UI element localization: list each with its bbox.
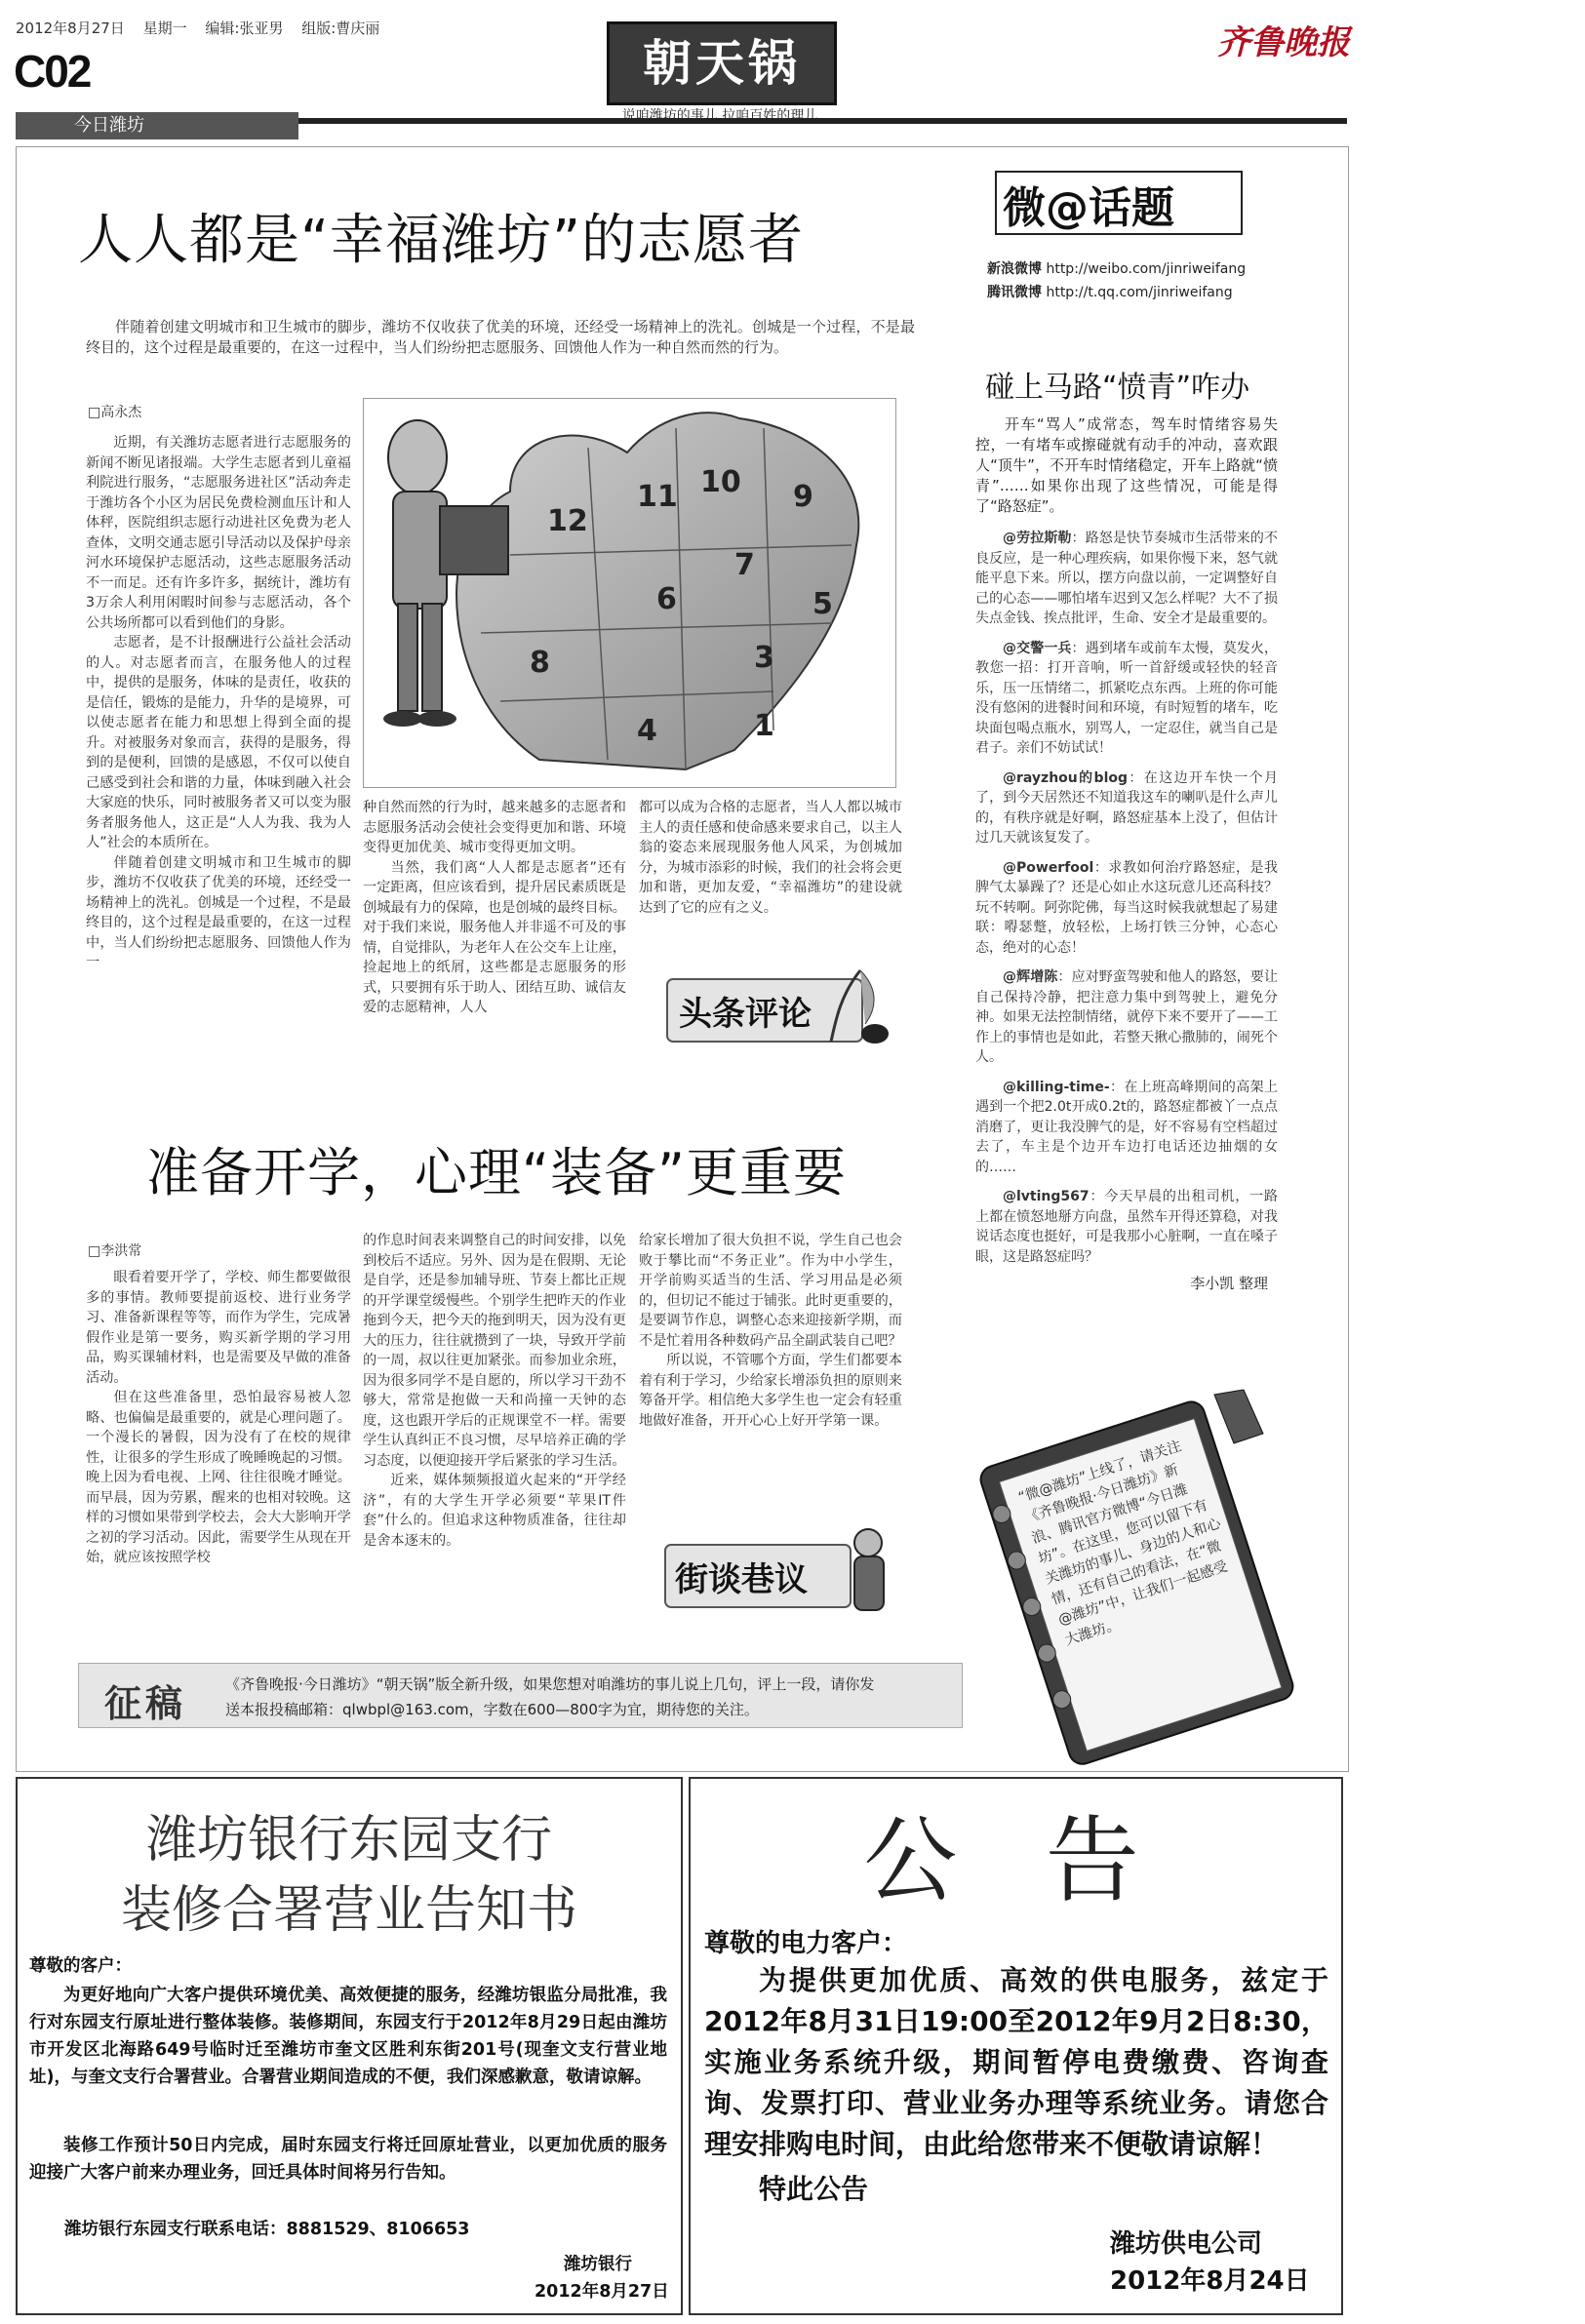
- puzzle-piece-number: 8: [530, 646, 550, 680]
- weibo-note: “微@潍坊”上线了，请关注《齐鲁晚报·今日潍坊》新浪、腾讯官方微博“今日潍坊”。在这里，您可以留下有关潍坊的事儿、身边的人和心情，还有自己的看法，在“微@潍坊”中，让我们一起感受大潍坊。: [1016, 1438, 1230, 1649]
- tencent-weibo-line: [987, 282, 1233, 301]
- article1-lead: 伴随着创建文明城市和卫生城市的脚步，潍坊不仅收获了优美的环境，还经受一场精神上的洗礼。创城是一个过程，不是最终目的，这个过程是最重要的，在这一过程中，当人们纷纷把志愿服务、回馈他人作为一种自然而然的行为。: [86, 318, 915, 356]
- tencent-weibo-label: 腾讯微博: [987, 285, 1042, 300]
- puzzle-piece-number: 9: [793, 480, 813, 514]
- puzzle-piece-number: 5: [812, 587, 833, 621]
- issue-weekday: 星期一: [142, 20, 187, 37]
- puzzle-piece-number: 4: [637, 714, 657, 748]
- article1-paragraph: 当然，我们离“人人都是志愿者”还有一定距离，但应该看到，提升居民素质既是创城最有力的保障，也是创城的最终目标。对于我们来说，服务他人并非遥不可及的事情，自觉排队，为老年人在公交车上让座，捡起地上的纸屑，这些都是志愿服务的形式，只要拥有乐于助人、团结互助、诚信友爱的志愿精神，人人: [363, 859, 626, 1015]
- weibo-title: 碰上马路“愤青”咋办: [985, 371, 1250, 405]
- weibo-post-text: ：在这边开车快一个月了，到今天居然还不知道我这车的喇叭是什么声儿的，有秩序就是好啊，路怒症基本上没了，但估计过几天就该复发了。: [975, 769, 1278, 846]
- article2-paragraph: 近来，媒体频频报道火起来的“开学经济”，有的大学生开学必须要“苹果IT件套”什么的。但追求这种物质准备，往往却是舍本逐末的。: [363, 1473, 626, 1549]
- power-notice-sign: 潍坊供电公司: [1110, 2229, 1263, 2259]
- article2-column-3: [639, 1231, 902, 1504]
- weibo-post: [975, 768, 1278, 848]
- puzzle-piece-number: 10: [700, 465, 741, 499]
- article2-byline: □李洪常: [88, 1243, 142, 1259]
- bank-notice-sign: 潍坊银行: [564, 2255, 632, 2274]
- weibo-post-text: ：在上班高峰期间的高架上遇到一个把2.0t开成0.2t的，路怒症都被丫一点点消磨了，更让我没脾气的是，好不容易有空档超过去了，车主是个边开车边打电话还边抽烟的女的……: [975, 1079, 1278, 1175]
- weibo-post-text: ：求教如何治疗路怒症，是我脾气太暴躁了？还是心如止水这玩意儿还高科技？玩不转啊。阿弥陀佛，每当这时候我就想起了易建联：嘚瑟蹩，放轻松，上场打铁三分钟，心态心态，绝对的心态！: [975, 859, 1278, 956]
- weibo-posts: [975, 529, 1278, 1367]
- article2-paragraph: 眼看着要开学了，学校、师生都要做很多的事情。教师要提前返校、进行业务学习、准备新课程等等，而作为学生，完成暑假作业是第一要务，购买新学期的学习用品，购买课辅材料，也是需要及早做的准备活动。: [86, 1270, 351, 1386]
- weibo-post: [975, 967, 1278, 1068]
- tencent-weibo-url[interactable]: http://t.qq.com/jinriweifang: [1046, 285, 1233, 300]
- weibo-post-text: ：应对野蛮驾驶和他人的路怒，要让自己保持冷静，把注意力集中到驾驶上，避免分神。如果无法控制情绪，就停下来不要开了——工作上的事情也是如此，若整天揪心撒肺的，闹死个人。: [975, 969, 1278, 1065]
- article1-column-1: [86, 433, 351, 1106]
- article1-column-2: [363, 798, 626, 1110]
- weibo-post: [975, 1187, 1278, 1267]
- sina-weibo-label: 新浪微博: [987, 261, 1042, 277]
- masthead: 朝天锅: [607, 21, 837, 105]
- weibo-post-user[interactable]: @lvting567: [1003, 1189, 1090, 1204]
- weibo-post: [975, 858, 1278, 959]
- bank-notice-date: 2012年8月27日: [535, 2282, 669, 2302]
- weibo-intro: 开车“骂人”成常态，驾车时情绪容易失控，一有堵车或擦碰就有动手的冲动，喜欢跟人“顶牛”，不开车时情绪稳定，开车上路就“愤青”……如果你出现了这些情况，可能是得了“路怒症”。: [975, 415, 1278, 515]
- power-notice-closing: 特此公告: [759, 2173, 869, 2205]
- weibo-post-user[interactable]: @Powerfool: [1003, 859, 1094, 876]
- article2-paragraph: 的作息时间表来调整自己的时间安排，以免到校后不适应。另外、因为是在假期、无论是自学，还是参加辅导班、节奏上都比正规的开学课堂缓慢些。个别学生把昨天的作业拖到今天，把今天的拖到明天，因为没有更大的压力，往往就攒到了一块，导致开学前的一周，叔以往更加紧张。而参加业余班，因为很多同学不是自愿的，所以学习干劲不够大，常常是抱做一天和尚撞一天钟的态度，这也跟开学后的正规课堂不一样。需要学生认真纠正不良习惯，尽早培养正确的学习态度，以便迎接开学后紧张的学习生活。: [363, 1233, 626, 1469]
- article1-title: 人人都是“幸福潍坊”的志愿者: [78, 209, 805, 272]
- weibo-topic-box: [966, 161, 1248, 312]
- headline-comment-badge: [665, 965, 890, 1048]
- power-notice-title: 公 告: [863, 1806, 1169, 1915]
- issue-date: 2012年8月27日: [16, 20, 125, 37]
- puzzle-piece-number: 11: [637, 480, 678, 514]
- weibo-post: [975, 529, 1278, 629]
- puzzle-piece-number: 12: [547, 504, 588, 538]
- puzzle-piece-number: 6: [656, 582, 677, 616]
- weibo-post-text: ：遇到堵车或前车太慢，莫发火，教您一招：打开音响，听一首舒缓或轻快的轻音乐，压一压情绪二，抓紧吃点东西。上班的你可能没有悠闲的进餐时间和环境，有时短暂的堵车，吃块面包喝点瓶水，别骂人，一定忍住，就当自己是君子。亲们不妨试试！: [975, 640, 1278, 756]
- power-notice-body: 为提供更加优质、高效的供电服务，兹定于2012年8月31日19:00至2012年9月2日8:30，实施业务系统升级，期间暂停电费缴费、咨询查询、发票打印、营业业务办理等系统业务。请您合理安排购电时间，由此给您带来不便敬请谅解！: [704, 1964, 1328, 2160]
- puzzle-heart-illustration: [363, 398, 896, 788]
- article1-paragraph: 种自然而然的行为时，越来越多的志愿者和志愿服务活动会使社会变得更加和谐、环境变得更加优美、城市变得更加文明。: [363, 800, 626, 855]
- header-meta: [16, 18, 393, 38]
- weibo-post-text: ：今天早晨的出租司机，一路上都在愤怒地掰方向盘，虽然车开得还算稳，对我说话态度也挺好，可是我那小心脏啊，一直在嗓子眼，这是路怒症吗？: [975, 1189, 1278, 1265]
- solicit-bar: [78, 1663, 963, 1728]
- weibo-post-user[interactable]: @辉增陈: [1003, 969, 1058, 985]
- street-talk-label: 街谈巷议: [675, 1560, 808, 1599]
- bank-notice-title-1: 潍坊银行东园支行: [145, 1811, 552, 1870]
- layout-credit: 组版:曹庆丽: [301, 20, 380, 37]
- power-notice-ad: [689, 1777, 1343, 2315]
- article1-paragraph: 都可以成为合格的志愿者，当人人都以城市主人的责任感和使命感来要求自己，以主人翁的姿态来展现服务他人风采，为创城加分，为城市添彩的时候，我们的社会将会更加和谐，更加友爱，“幸福潍坊”的建设就达到了它的应有之义。: [639, 800, 902, 916]
- weibo-post-user[interactable]: @killing-time-: [1003, 1079, 1110, 1095]
- puzzle-heart-image: [364, 399, 895, 787]
- article1-byline: □高永杰: [88, 405, 142, 420]
- editor-credit: 编辑:张亚男: [205, 20, 284, 37]
- weibo-post-user[interactable]: @交警一兵: [1003, 640, 1072, 656]
- page-code: C02: [14, 46, 91, 97]
- bank-notice-title-2: 装修合署营业告知书: [120, 1881, 577, 1940]
- headline-comment-label: 头条评论: [679, 995, 812, 1034]
- article2-paragraph: 所以说，不管哪个方面，学生们都要本着有利于学习，少给家长增添负担的原则来筹备开学。相信绝大多学生也一定会有轻重地做好准备，开开心心上好开学第一课。: [639, 1353, 902, 1429]
- bank-notice-greeting: 尊敬的客户：: [29, 1956, 132, 1976]
- solicit-label: 征稿: [104, 1682, 187, 1725]
- street-talk-badge: [663, 1521, 897, 1619]
- weibo-editor: 李小凯 整理: [1190, 1275, 1268, 1292]
- weibo-post-text: ：路怒是快节奏城市生活带来的不良反应，是一种心理疾病，如果你慢下来，怒气就能平息下来。所以，摆方向盘以前，一定调整好自己的心态——哪怕堵车迟到又怎么样呢？大不了损失点金钱、挨点批评，生命、安全才是最重要的。: [975, 531, 1278, 626]
- sina-weibo-url[interactable]: http://weibo.com/jinriweifang: [1046, 261, 1247, 277]
- weibo-post: [975, 1078, 1278, 1178]
- paper-logo: 齐鲁晚报: [1217, 23, 1350, 62]
- article2-paragraph: 给家长增加了很大负担不说，学生自己也会败于攀比而“不务正业”。作为中小学生，开学前购买适当的生活、学习用品是必须的，但切记不能过于铺张。此时更重要的，是要调节作息，调整心态来迎接新学期，而不是忙着用各种数码产品全副武装自己吧？: [639, 1233, 902, 1349]
- article2-column-2: [363, 1231, 626, 1650]
- bank-notice-phone: 潍坊银行东园支行联系电话：8881529、8106653: [64, 2220, 470, 2239]
- solicit-line1: 《齐鲁晚报·今日潍坊》“朝天锅”版全新升级，如果您想对咱潍坊的事儿说上几句，评上一段，请你发: [225, 1675, 875, 1693]
- bank-notice-ad: [16, 1777, 683, 2315]
- weibo-post-user[interactable]: @劳拉斯勒: [1003, 531, 1072, 546]
- weibo-logo: 微@话题: [1003, 183, 1174, 233]
- puzzle-piece-number: 3: [754, 641, 774, 675]
- solicit-line2: 送本报投稿邮箱：qlwbpl@163.com，字数在600—800字为宜，期待您的关注。: [225, 1701, 759, 1718]
- article1-column-3: [639, 798, 902, 954]
- weibo-post: [975, 639, 1278, 759]
- bank-notice-para1: 为更好地向广大客户提供环境优美、高效便捷的服务，经潍坊银监分局批准，我行对东园支行原址进行整体装修。装修期间，东园支行于2012年8月29日起由潍坊市开发区北海路649号临时迁至潍坊市奎文区胜利东街201号(现奎文支行营业地址)，与奎文支行合署营业。合署营业期间造成的不便，我们深感歉意，敬请谅解。: [29, 1986, 667, 2087]
- section-tab: 今日潍坊: [16, 112, 298, 139]
- article1-paragraph: 伴随着创建文明城市和卫生城市的脚步，潍坊不仅收获了优美的环境，还经受一场精神上的洗礼。创城是一个过程，不是最终目的，这个过程是最重要的，在这一过程中，当人们纷纷把志愿服务、回馈他人作为一: [86, 854, 351, 970]
- bank-notice-para2: 装修工作预计50日内完成，届时东园支行将迁回原址营业，以更加优质的服务迎接广大客户前来办理业务，回迁具体时间将另行告知。: [29, 2136, 667, 2183]
- article2-paragraph: 但在这些准备里，恐怕最容易被人忽略、也偏偏是最重要的，就是心理问题了。一个漫长的暑假，因为没有了在校的规律性，让很多的学生形成了晚睡晚起的习惯。晚上因为看电视、上网、往往很晚才睡觉。而早晨，因为劳累，醒来的也相对较晚。这样的习惯如果带到学校去，会大大影响开学之初的学习活动。因此，需要学生从现在开始，就应该按照学校: [86, 1390, 351, 1565]
- power-notice-date: 2012年8月24日: [1110, 2266, 1310, 2296]
- power-notice-greeting: 尊敬的电力客户：: [704, 1929, 908, 1958]
- article2-column-1: [86, 1268, 351, 1648]
- article1-paragraph: 近期，有关潍坊志愿者进行志愿服务的新闻不断见诸报端。大学生志愿者到儿童福利院进行服务，“志愿服务进社区”活动奔走于潍坊各个小区为居民免费检测血压计和人体秤，医院组织志愿行动进社区免费为老人查体，文明交通志愿引导活动以及保护母亲河水环境保护志愿活动，这些志愿服务活动不一而足。还有许多许多，据统计，潍坊有3万余人利用闲暇时间参与志愿活动，各个公共场所都可以看到他们的身影。: [86, 435, 351, 631]
- puzzle-piece-number: 7: [734, 548, 755, 582]
- masthead-subtitle: 说咱潍坊的事儿 拉咱百姓的理儿: [621, 108, 818, 124]
- article2-title: 准备开学，心理“装备”更重要: [146, 1142, 847, 1203]
- article1-paragraph: 志愿者，是不计报酬进行公益社会活动的人。对志愿者而言，在服务他人的过程中，提供的是服务，体味的是责任，收获的是信任，锻炼的是能力，升华的是境界，可以使志愿者在能力和思想上得到全面的提升。对被服务对象而言，获得的是服务，得到的是便利，回馈的是感恩，不仅可以使自己感受到社会和谐的力量，体味到融入社会大家庭的快乐，同时被服务者又可以变为服务者服务他人，这正是“人人为我、我为人人”社会的本质所在。: [86, 635, 351, 850]
- puzzle-piece-number: 1: [754, 709, 774, 743]
- sina-weibo-line: [987, 258, 1246, 278]
- weibo-post-user[interactable]: @rayzhou的blog: [1003, 769, 1129, 786]
- notebook-illustration: [951, 1385, 1302, 1765]
